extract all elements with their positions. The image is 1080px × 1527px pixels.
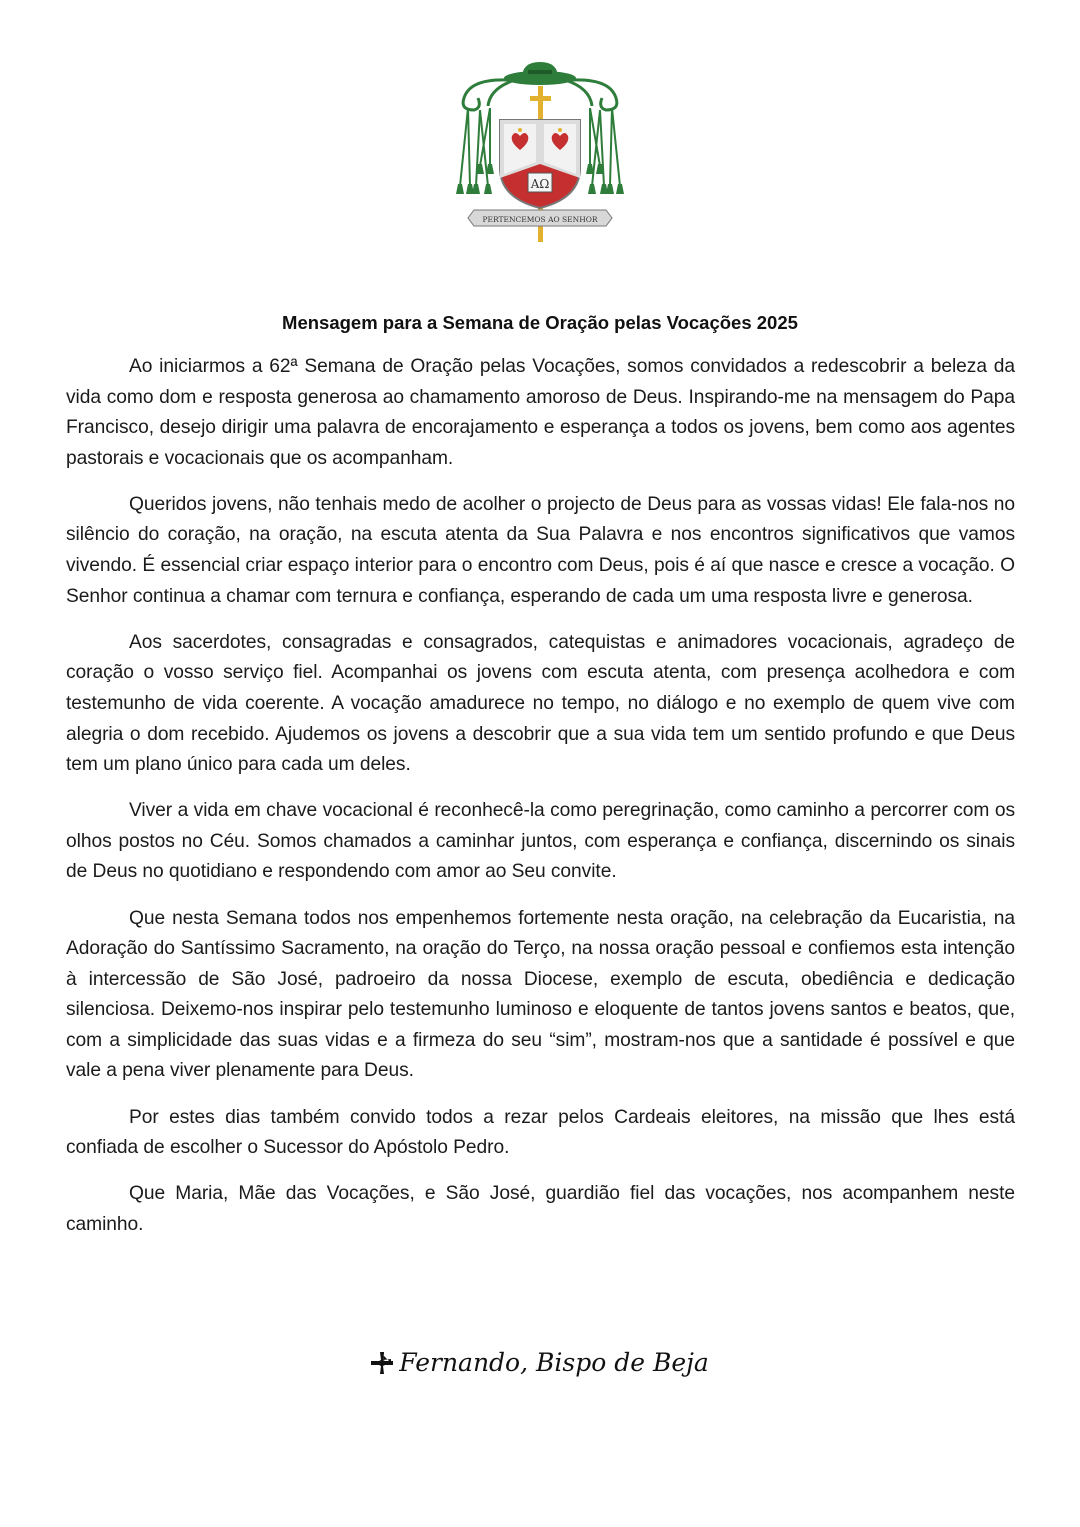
paragraph: Por estes dias também convido todos a rezar pelos Cardeais eleitores, na missão que lhes está confiada de escolher o Sucessor do Apóstolo Pedro. xyxy=(66,1106,1015,1159)
coat-of-arms-logo xyxy=(450,58,630,248)
signature-text: Fernando, Bispo de Beja xyxy=(399,1348,709,1377)
paragraph: Viver a vida em chave vocacional é reconhecê-la como peregrinação, como caminho a percorrer com os olhos postos no Céu. Somos chamados a caminhar juntos, com esperança e confiança, discernindo os sinais de Deus no quotidiano e respondendo com amor ao Seu convite. xyxy=(66,800,1015,883)
paragraph: Que Maria, Mãe das Vocações, e São José, guardião fiel das vocações, nos acompanhem neste caminho. xyxy=(66,1183,1015,1235)
document-body xyxy=(66,352,1015,1256)
signature-line xyxy=(0,1347,1080,1379)
paragraph: Aos sacerdotes, consagradas e consagrados, catequistas e animadores vocacionais, agradeço de coração o vosso serviço fiel. Acompanhai os jovens com escuta atenta, com presença acolhedora e com testemunho de vida coerente. A vocação amadurece no tempo, no diálogo e no exemplo de quem vive com alegria o dom recebido. Ajudemos os jovens a descobrir que a sua vida tem um sentido profundo e que Deus tem um plano único para cada um deles. xyxy=(66,631,1015,776)
document-title: Mensagem para a Semana de Oração pelas Vocações 2025 xyxy=(282,312,798,333)
bishop-cross-icon xyxy=(371,1352,393,1374)
motto-text: PERTENCEMOS AO SENHOR xyxy=(482,215,598,224)
svg-text:AΩ: AΩ xyxy=(530,177,550,191)
paragraph: Queridos jovens, não tenhais medo de acolher o projecto de Deus para as vossas vidas! Ele fala-nos no silêncio do coração, na oração, na escuta atenta da Sua Palavra e nos encontros significativos que vamos vivendo. É essencial criar espaço interior para o encontro com Deus, pois é aí que nasce e cresce a vocação. O Senhor continua a chamar com ternura e confiança, esperando de cada um uma resposta livre e generosa. xyxy=(66,493,1015,607)
paragraph: Ao iniciarmos a 62ª Semana de Oração pelas Vocações, somos convidados a redescobrir a beleza da vida como dom e resposta generosa ao chamamento amoroso de Deus. Inspirando-me na mensagem do Papa Francisco, desejo dirigir uma palavra de encorajamento e esperança a todos os jovens, bem como aos agentes pastorais e vocacionais que os acompanham. xyxy=(66,356,1015,469)
paragraph: Que nesta Semana todos nos empenhemos fortemente nesta oração, na celebração da Eucaristia, na Adoração do Santíssimo Sacramento, na oração do Terço, na nossa oração pessoal e confiemos esta intenção à intercessão de São José, padroeiro da nossa Diocese, exemplo de escuta, obediência e dedicação silenciosa. Deixemo-nos inspirar pelo testemunho luminoso e eloquente de tantos jovens santos e beatos, que, com a simplicidade das suas vidas e a firmeza do seu “sim”, mostram-nos que a santidade é possível e que vale a pena viver plenamente para Deus. xyxy=(66,907,1015,1082)
